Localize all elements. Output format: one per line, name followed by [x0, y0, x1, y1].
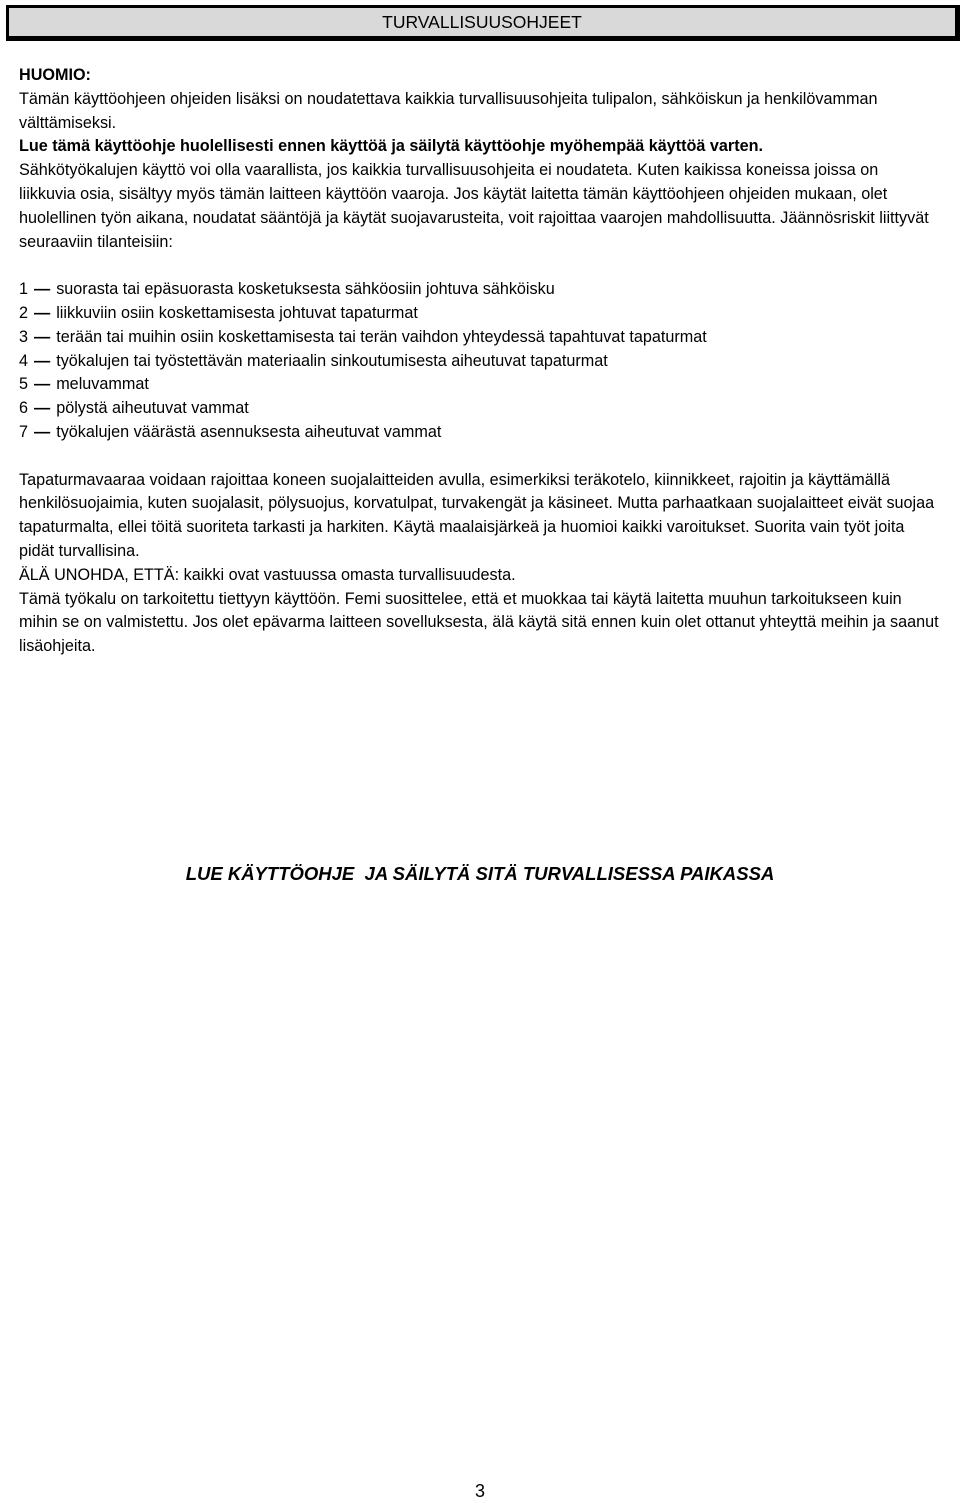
risk-text: työkalujen tai työstettävän materiaalin sinkoutumisesta aiheutuvat tapaturmat	[56, 351, 608, 370]
list-item	[19, 278, 939, 302]
list-item	[19, 421, 939, 445]
hazard-text: Sähkötyökalujen käyttö voi olla vaarallista, jos kaikkia turvallisuusohjeita ei noudateta. Kuten kaikissa koneissa joissa on liikkuvia osia, sisältyy myös tämän laitteen käyttöön vaaroja. Jos käytät laitetta tämän käyttöohjeen ohjeiden mukaan, olet huolellinen työn aikana, noudatat sääntöjä ja käytät suojavarusteita, voit rajoittaa vaarojen mahdollisuutta. Jäännösriskit liittyvät seuraaviin tilanteisiin:	[19, 161, 929, 251]
risk-dash: —	[34, 422, 51, 441]
risk-text: pölystä aiheutuvat vammat	[56, 399, 249, 418]
list-item	[19, 326, 939, 350]
intended-use-text: Tämä työkalu on tarkoitettu tiettyyn käyttöön. Femi suosittelee, että et muokkaa tai käytä laitetta muuhun tarkoitukseen kuin mihin se on valmistettu. Jos olet epävarma laitteen sovelluksesta, älä käytä sitä ennen kuin olet ottanut yhteyttä meihin ja saanut lisäohjeita.	[19, 589, 939, 656]
risk-text: suorasta tai epäsuorasta kosketuksesta sähköosiin johtuva sähköisku	[56, 280, 555, 299]
risk-text: työkalujen väärästä asennuksesta aiheutuvat vammat	[56, 422, 442, 441]
responsibility-text: ÄLÄ UNOHDA, ETTÄ: kaikki ovat vastuussa omasta turvallisuudesta.	[19, 565, 516, 584]
section-title-box	[6, 5, 960, 41]
risk-number: 1	[19, 280, 29, 299]
risk-number: 5	[19, 375, 29, 394]
risk-number: 3	[19, 327, 29, 346]
spacer	[19, 445, 939, 469]
page-title: TURVALLISUUSOHJEET	[382, 12, 582, 32]
list-item	[19, 397, 939, 421]
read-instructions-text: Lue tämä käyttöohje huolellisesti ennen käyttöä ja säilytä käyttöohje myöhempää käyttöä varten.	[19, 137, 763, 156]
footer-note	[0, 860, 960, 888]
protection-text: Tapaturmavaaraa voidaan rajoittaa koneen suojalaitteiden avulla, esimerkiksi teräkotelo, kiinnikkeet, rajoitin ja käyttämällä henkilösuojaimia, kuten suojalasit, pölysuojus, korvatulpat, turvakengät ja käsineet. Mutta parhaatkaan suojalaitteet eivät suojaa tapaturmalta, ellei töitä suoriteta tarkasti ja harkiten. Käytä maalaisjärkeä ja huomioi kaikki varoitukset. Suorita vain työt joita pidät turvallisina.	[19, 470, 935, 560]
footer-note-text: LUE KÄYTTÖOHJE JA SÄILYTÄ SITÄ TURVALLISESSA PAIKASSA	[185, 863, 775, 884]
risk-dash: —	[34, 327, 51, 346]
risk-dash: —	[34, 375, 51, 394]
risk-dash: —	[34, 303, 51, 322]
spacer	[19, 254, 939, 278]
risk-text: meluvammat	[56, 375, 149, 394]
risk-number: 7	[19, 422, 29, 441]
page-number: 3	[474, 1481, 485, 1501]
main-content	[19, 64, 939, 659]
risk-dash: —	[34, 280, 51, 299]
risk-number: 6	[19, 399, 29, 418]
risk-text: terään tai muihin osiin koskettamisesta tai terän vaihdon yhteydessä tapahtuvat tapaturmat	[56, 327, 707, 346]
risk-number: 2	[19, 303, 29, 322]
list-item	[19, 302, 939, 326]
risk-dash: —	[34, 351, 51, 370]
notice-text: Tämän käyttöohjeen ohjeiden lisäksi on noudatettava kaikkia turvallisuusohjeita tulipalon, sähköiskun ja henkilövamman välttämiseksi.	[19, 89, 878, 132]
risk-dash: —	[34, 399, 51, 418]
notice-label: HUOMIO:	[19, 66, 91, 84]
list-item	[19, 350, 939, 374]
list-item	[19, 373, 939, 397]
risk-list	[19, 278, 939, 445]
risk-text: liikkuviin osiin koskettamisesta johtuvat tapaturmat	[56, 303, 418, 322]
risk-number: 4	[19, 351, 29, 370]
